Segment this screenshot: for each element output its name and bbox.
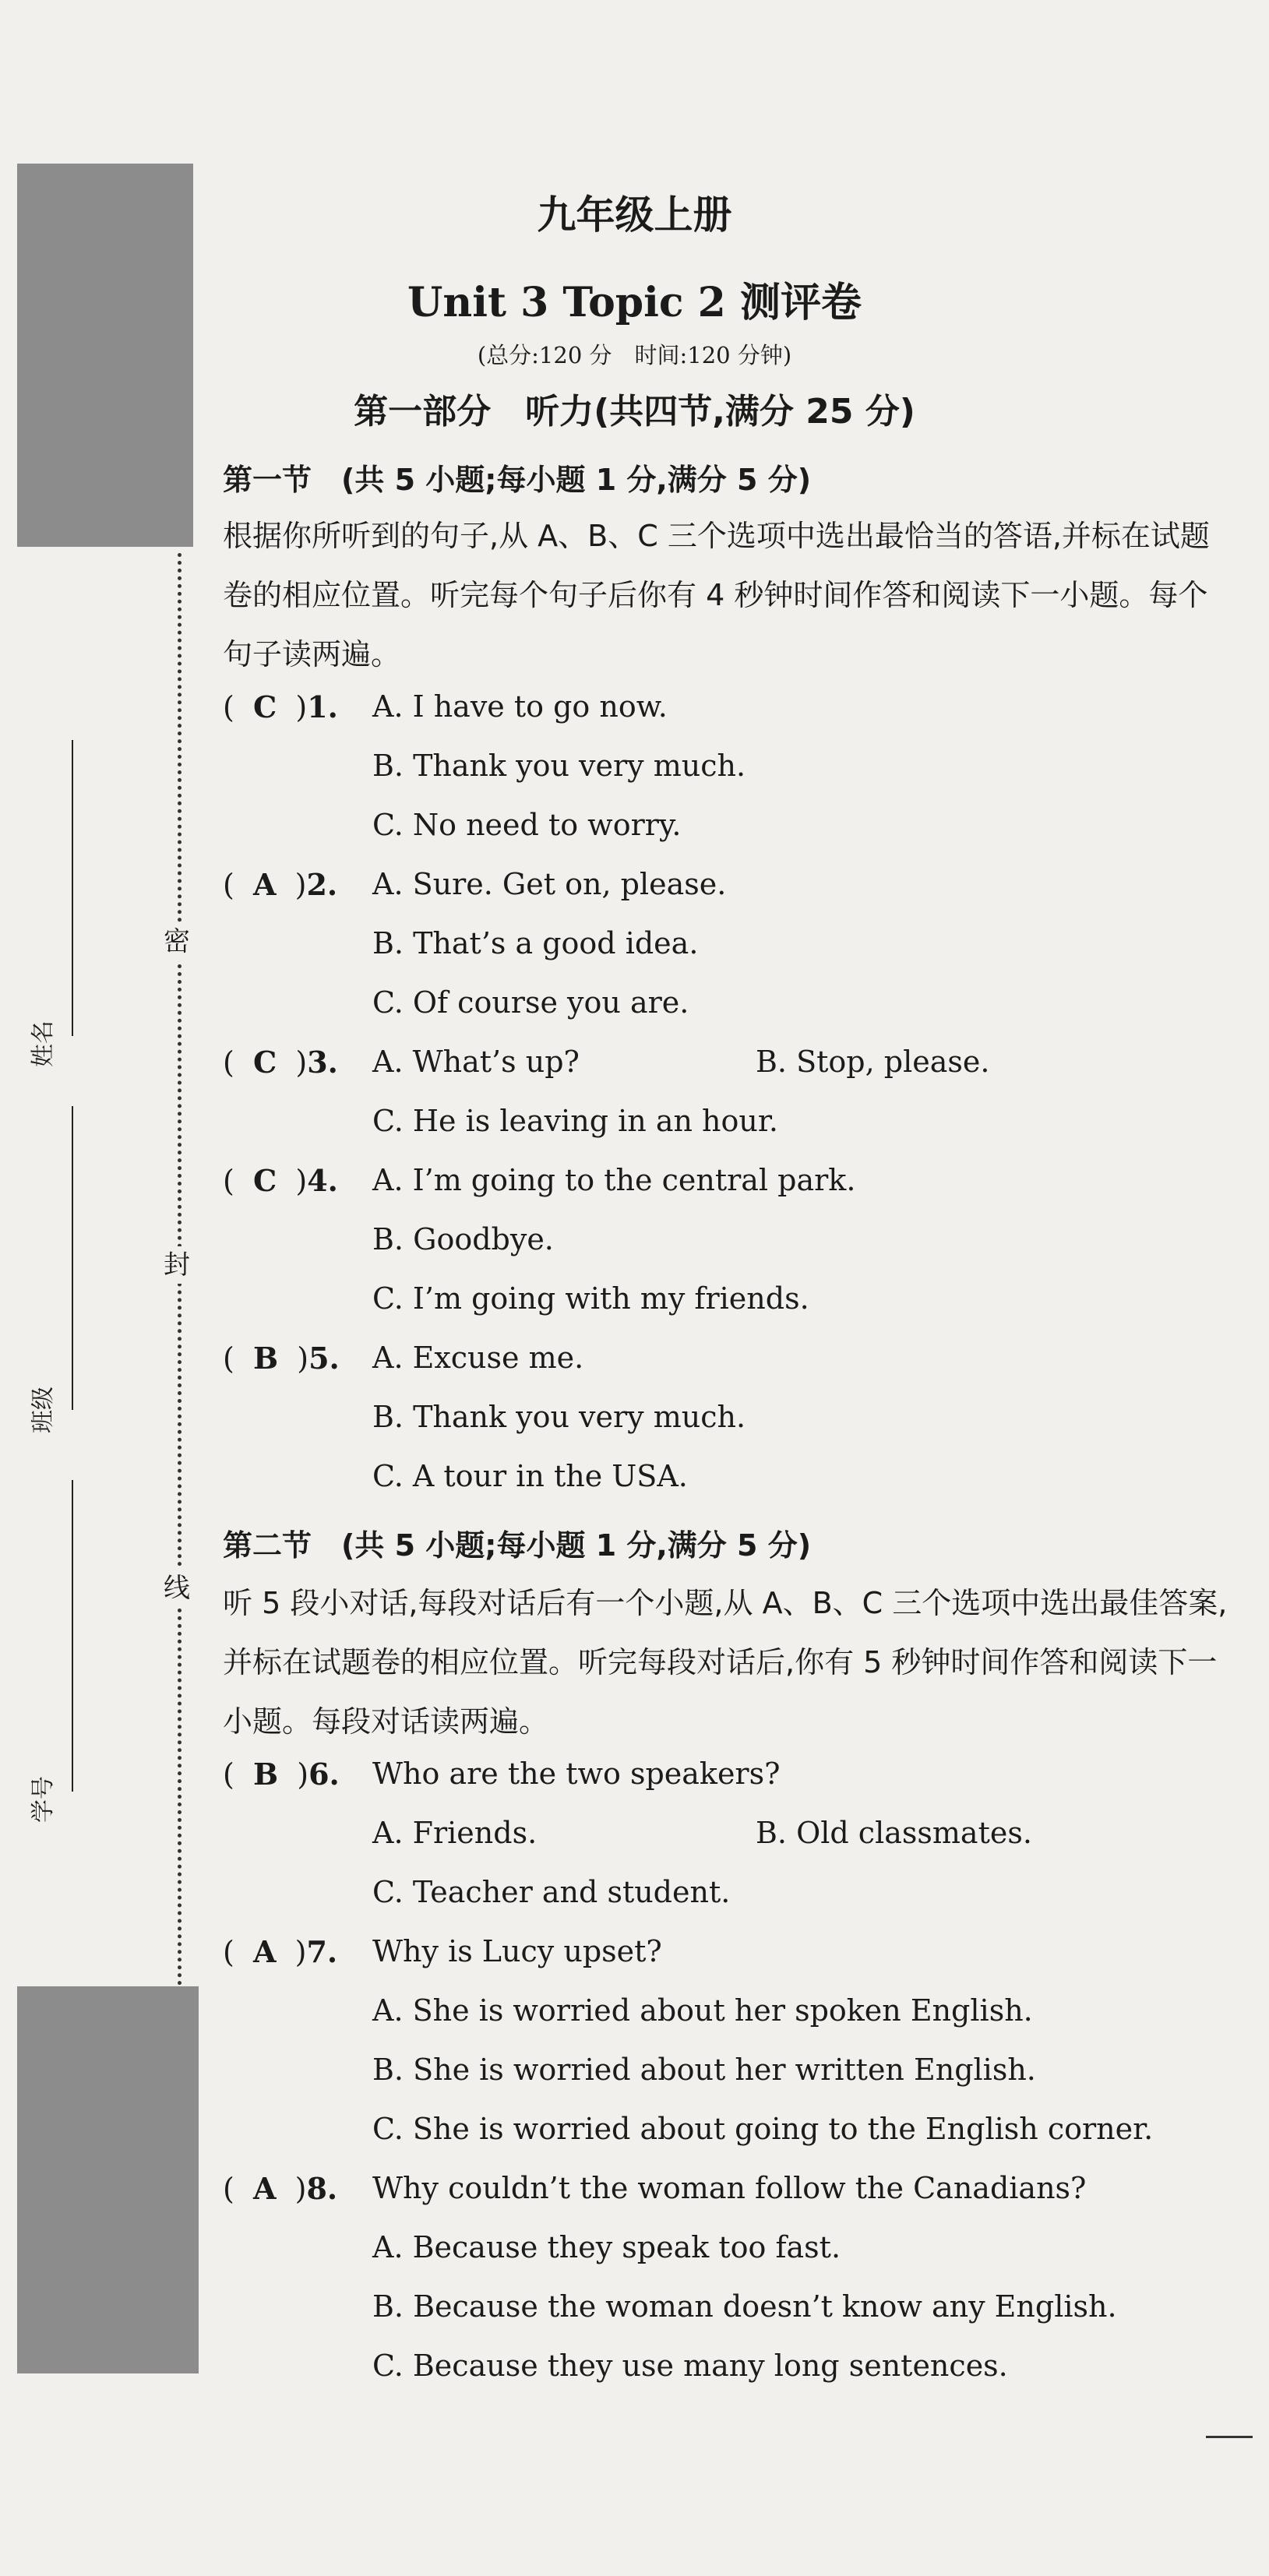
test-title: Unit 3 Topic 2 测评卷 <box>407 279 862 326</box>
score-time-info: (总分:120 分 时间:120 分钟) <box>477 342 792 368</box>
part-title: 第一部分 听力(共四节,满分 25 分) <box>354 392 915 432</box>
q7-answer: A <box>252 1934 277 1969</box>
q4-option-a[interactable]: A. I’m going to the central park. <box>372 1163 856 1197</box>
q5-option-c[interactable]: C. A tour in the USA. <box>372 1459 688 1493</box>
q7-stem: Why is Lucy upset? <box>372 1934 662 1968</box>
q2-option-c[interactable]: C. Of course you are. <box>372 985 689 1020</box>
q8-answer: A <box>252 2171 277 2206</box>
q3-option-a[interactable]: A. What’s up? <box>372 1045 580 1079</box>
q4-answer: C <box>252 1163 277 1198</box>
q6-option-c[interactable]: C. Teacher and student. <box>372 1875 731 1909</box>
student-id-line[interactable] <box>72 1480 73 1792</box>
class-line[interactable] <box>72 1106 73 1410</box>
q4-option-b[interactable]: B. Goodbye. <box>372 1222 554 1256</box>
q1-option-c[interactable]: C. No need to worry. <box>372 808 682 842</box>
q8-stem: Why couldn’t the woman follow the Canadians? <box>372 2171 1087 2205</box>
section1-instructions: 根据你所听到的句子,从 A、B、C 三个选项中选出最恰当的答语,并标在试题卷的相应位置。听完每个句子后你有 4 秒钟时间作答和阅读下一小题。每个句子读两遍。 <box>223 519 1210 671</box>
name-label: 姓名 <box>30 1020 57 1067</box>
class-label: 班级 <box>30 1387 57 1433</box>
q6-option-b[interactable]: B. Old classmates. <box>756 1816 1032 1850</box>
q7-option-a[interactable]: A. She is worried about her spoken English. <box>372 1993 1033 2028</box>
section2-heading: 第二节 (共 5 小题;每小题 1 分,满分 5 分) <box>223 1528 812 1563</box>
q7-answer-bracket: ( A )7. <box>223 1934 338 1969</box>
q1-answer-bracket: ( C )1. <box>223 689 338 724</box>
section1-heading: 第一节 (共 5 小题;每小题 1 分,满分 5 分) <box>223 463 812 497</box>
q3-answer-bracket: ( C )3. <box>223 1045 338 1080</box>
student-id-label: 学号 <box>30 1776 57 1823</box>
seal-char-mi: 密 <box>164 923 190 960</box>
q3-answer: C <box>252 1045 277 1080</box>
binding-gray-block-bottom <box>17 1986 199 2373</box>
q6-stem: Who are the two speakers? <box>372 1757 781 1791</box>
q1-option-a[interactable]: A. I have to go now. <box>372 689 668 724</box>
book-title: 九年级上册 <box>537 192 732 238</box>
q4-option-c[interactable]: C. I’m going with my friends. <box>372 1281 809 1316</box>
q5-answer-bracket: ( B )5. <box>223 1341 340 1376</box>
q2-answer-bracket: ( A )2. <box>223 867 338 902</box>
section2-instructions: 听 5 段小对话,每段对话后有一个小题,从 A、B、C 三个选项中选出最佳答案,并标在试题卷的相应位置。听完每段对话后,你有 5 秒钟时间作答和阅读下一小题。每段对话读两遍。 <box>223 1586 1228 1739</box>
seal-char-feng: 封 <box>164 1246 190 1284</box>
q1-answer: C <box>252 689 277 724</box>
q8-answer-bracket: ( A )8. <box>223 2171 338 2206</box>
q2-option-b[interactable]: B. That’s a good idea. <box>372 926 699 960</box>
q5-answer: B <box>252 1341 279 1376</box>
q7-option-b[interactable]: B. She is worried about her written English. <box>372 2053 1036 2087</box>
q5-option-a[interactable]: A. Excuse me. <box>372 1341 584 1375</box>
q7-option-c[interactable]: C. She is worried about going to the English corner. <box>372 2112 1154 2146</box>
q8-option-b[interactable]: B. Because the woman doesn’t know any English. <box>372 2289 1117 2324</box>
q4-answer-bracket: ( C )4. <box>223 1163 338 1198</box>
seal-char-xian: 线 <box>164 1570 190 1607</box>
q8-option-c[interactable]: C. Because they use many long sentences. <box>372 2349 1008 2383</box>
q3-option-c[interactable]: C. He is leaving in an hour. <box>372 1104 778 1138</box>
q5-option-b[interactable]: B. Thank you very much. <box>372 1400 746 1434</box>
q6-answer: B <box>252 1757 279 1792</box>
q8-option-a[interactable]: A. Because they speak too fast. <box>372 2230 841 2264</box>
q1-option-b[interactable]: B. Thank you very much. <box>372 749 746 783</box>
q3-option-b[interactable]: B. Stop, please. <box>756 1045 990 1079</box>
q2-answer: A <box>252 867 277 902</box>
q6-option-a[interactable]: A. Friends. <box>372 1816 538 1850</box>
page-end-dash <box>1206 2436 1253 2438</box>
name-line[interactable] <box>72 740 73 1036</box>
q6-answer-bracket: ( B )6. <box>223 1757 340 1792</box>
q2-option-a[interactable]: A. Sure. Get on, please. <box>372 867 727 901</box>
